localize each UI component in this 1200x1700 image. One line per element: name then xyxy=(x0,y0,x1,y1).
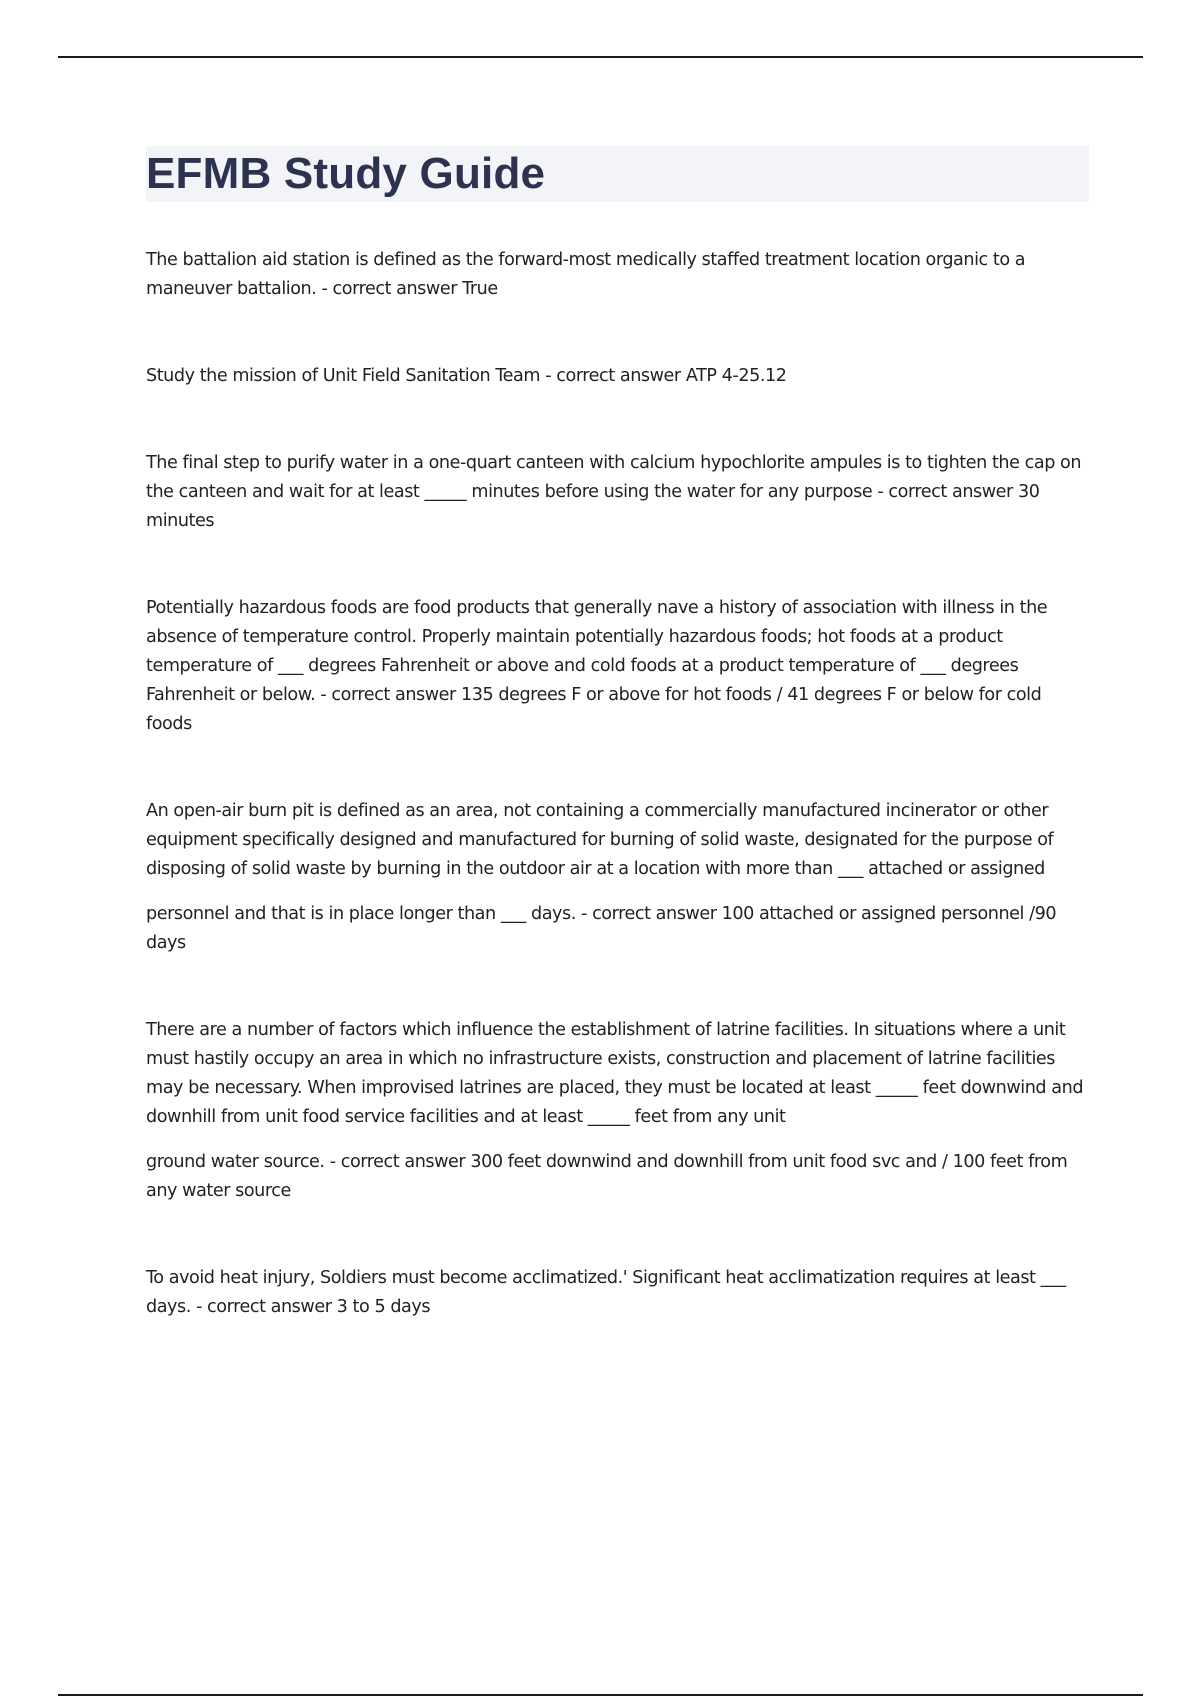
answer-text: 30 minutes xyxy=(146,482,1040,531)
qa-item-4 xyxy=(146,594,1089,739)
question-text: To avoid heat injury, Soldiers must become acclimatized.' Significant heat acclimatization requires at least ___ days. xyxy=(146,1268,1066,1317)
answer-text: True xyxy=(462,279,498,299)
answer-text: 135 degrees F or above for hot foods / 41 degrees F or below for cold foods xyxy=(146,685,1042,734)
title-banner xyxy=(146,146,1089,202)
answer-separator: - correct answer xyxy=(316,279,463,299)
answer-separator: - correct answer xyxy=(575,904,722,924)
answer-separator: - correct answer xyxy=(324,1152,471,1172)
question-text: The final step to purify water in a one-quart canteen with calcium hypochlorite ampules is to tighten the cap on the canteen and wait for at least _____ minutes before using the water for any purpose xyxy=(146,453,1082,502)
qa-item-2 xyxy=(146,362,1089,391)
document-body xyxy=(146,146,1089,1322)
answer-separator: - correct answer xyxy=(540,366,686,386)
document-title: EFMB Study Guide xyxy=(146,149,546,198)
qa-item-5-continued xyxy=(146,900,1089,958)
question-text: An open-air burn pit is defined as an area, not containing a commercially manufactured incinerator or other equipment specifically designed and manufactured for burning of solid waste, designated for the purpose of disposing of solid waste by burning in the outdoor air at a location with more than ___ attached or assigned xyxy=(146,801,1054,879)
qa-item-7 xyxy=(146,1264,1089,1322)
answer-text: 100 attached or assigned personnel /90 days xyxy=(146,904,1057,953)
qa-item-6 xyxy=(146,1016,1089,1132)
answer-text: ATP 4-25.12 xyxy=(685,366,787,386)
qa-item-5 xyxy=(146,797,1089,884)
answer-separator: - correct answer xyxy=(872,482,1018,502)
question-text: The battalion aid station is defined as the forward-most medically staffed treatment location organic to a maneuver battalion. xyxy=(146,250,1026,299)
qa-item-6-continued xyxy=(146,1148,1089,1206)
qa-item-1 xyxy=(146,246,1089,304)
bottom-rule xyxy=(58,1694,1143,1696)
question-text: Study the mission of Unit Field Sanitation Team xyxy=(146,366,541,386)
question-text: personnel and that is in place longer than ___ days. xyxy=(146,904,576,924)
qa-item-3 xyxy=(146,449,1089,536)
answer-text: 300 feet downwind and downhill from unit food svc and / 100 feet from any water source xyxy=(146,1152,1068,1201)
answer-text: 3 to 5 days xyxy=(336,1297,431,1317)
answer-separator: - correct answer xyxy=(315,685,461,705)
question-text: There are a number of factors which influence the establishment of latrine facilities. In situations where a unit must hastily occupy an area in which no infrastructure exists, construction and placement of latrine facilities may be necessary. When improvised latrines are placed, they must be located at least _____ feet downwind and downhill from unit food service facilities and at least _____ feet from any unit xyxy=(146,1020,1084,1127)
question-text: ground water source. xyxy=(146,1152,325,1172)
question-text: Potentially hazardous foods are food products that generally nave a history of association with illness in the absence of temperature control. Properly maintain potentially hazardous foods; hot foods at a product temperature of ___ degrees Fahrenheit or above and cold foods at a product temperature of ___ degrees Fahrenheit or below. xyxy=(146,598,1048,705)
top-rule xyxy=(58,56,1143,58)
answer-separator: - correct answer xyxy=(190,1297,337,1317)
